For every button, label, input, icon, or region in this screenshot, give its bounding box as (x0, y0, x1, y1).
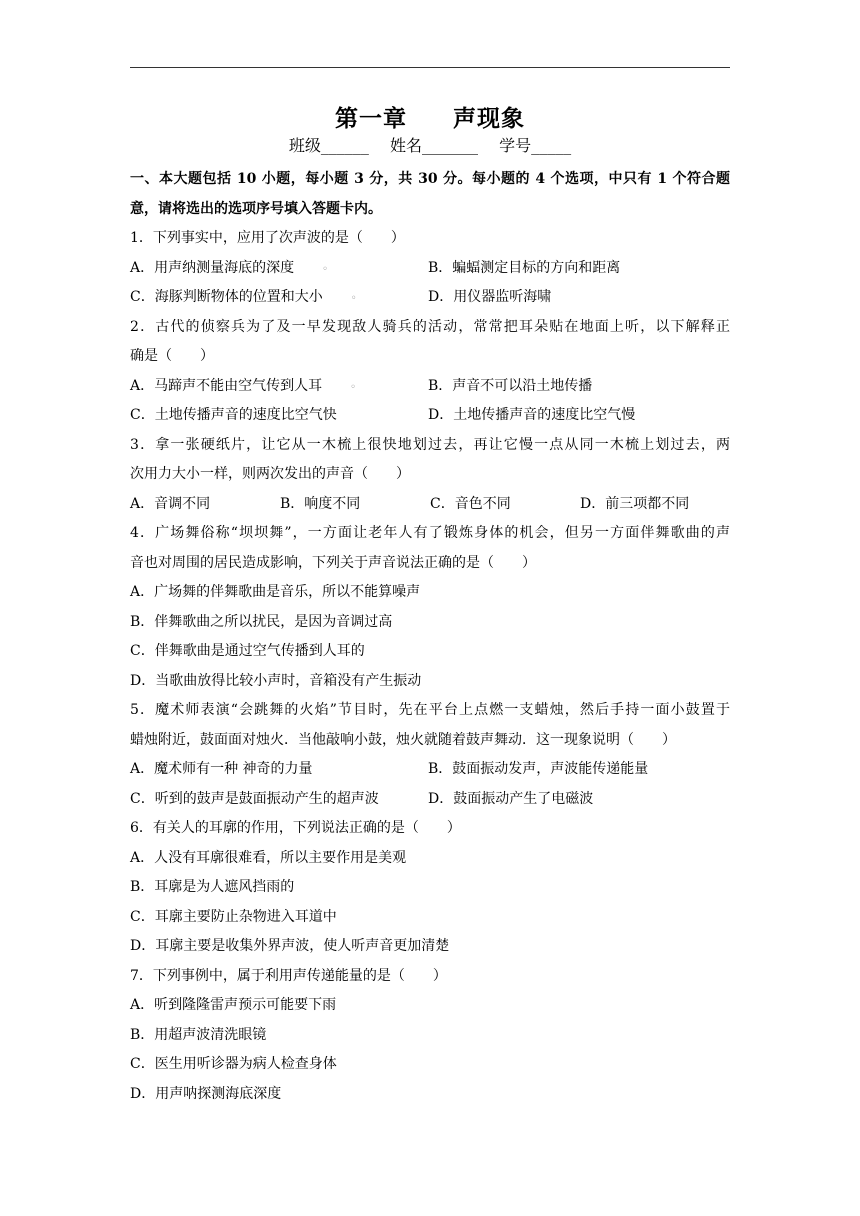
question-1-option-d: D．用仪器监听海啸 (428, 289, 552, 305)
section-instruction-line-1: 一、本大题包括 10 小题，每小题 3 分，共 30 分。每小题的 4 个选项，中只有 1 个符合题 (130, 171, 730, 187)
question-content (130, 165, 730, 1109)
question-1-option-a: A．用声纳测量海底的深度 (130, 259, 295, 276)
question-1-options-row-2 (130, 283, 730, 313)
chapter-name: 声现象 (453, 105, 525, 132)
question-7-option-b: B．用超声波清洗眼镜 (130, 1026, 267, 1043)
question-4-stem-line-1: 4．广场舞俗称“坝坝舞”，一方面让老年人有了锻炼身体的机会，但另一方面伴舞歌曲的声 (130, 525, 730, 541)
question-6-option-b: B．耳廓是为人遮风挡雨的 (130, 879, 295, 895)
question-5-options-row-2 (130, 785, 730, 815)
question-3-option-c: C．音色不同 (430, 495, 511, 512)
header-rule (130, 67, 730, 68)
question-3-options-row (130, 490, 730, 520)
question-2-stem-line-1: 2．古代的侦察兵为了及一早发现敌人骑兵的活动，常常把耳朵贴在地面上听，以下解释正 (130, 318, 730, 335)
question-5-stem-line-1: 5．魔术师表演“会跳舞的火焰”节目时，先在平台上点燃一支蜡烛，然后手持一面小鼓置于 (130, 702, 730, 718)
dot-mark: ◦ (322, 263, 329, 275)
question-7-option-d: D．用声呐探测海底深度 (130, 1085, 282, 1102)
question-5-option-b: B．鼓面振动发声，声波能传递能量 (428, 761, 649, 777)
question-3-option-b: B．响度不同 (280, 495, 361, 512)
question-5-stem-line-2: 蜡烛附近，鼓面面对烛火．当他敲响小鼓，烛火就随着鼓声舞动．这一现象说明（ ） (130, 731, 676, 748)
question-1-option-b: B．蝙蝠测定目标的方向和距离 (428, 259, 621, 276)
question-3-option-a: A．音调不同 (130, 495, 211, 512)
question-3-option-d: D．前三项都不同 (580, 495, 690, 512)
question-6-option-c: C．耳廓主要防止杂物进入耳道中 (130, 908, 337, 925)
question-6-option-a: A．人没有耳廓很难看，所以主要作用是美观 (130, 849, 407, 866)
question-5-options-row-1 (130, 755, 730, 785)
question-7-option-c: C．医生用听诊器为病人检查身体 (130, 1056, 337, 1072)
question-5-option-a: A．魔术师有一种 神奇的力量 (130, 761, 313, 777)
question-6-option-d: D．耳廓主要是收集外界声波，使人听声音更加清楚 (130, 938, 450, 954)
question-4-stem-line-2: 音也对周围的居民造成影响，下列关于声音说法正确的是（ ） (130, 554, 536, 571)
question-7-option-a: A．听到隆隆雷声预示可能要下雨 (130, 997, 337, 1013)
question-2-options-row-1 (130, 372, 730, 402)
question-5-option-d: D．鼓面振动产生了电磁波 (428, 790, 594, 807)
name-field: 姓名_______ (389, 136, 478, 155)
question-1-options-row-1 (130, 254, 730, 284)
page-title (0, 104, 860, 134)
question-2-options-row-2 (130, 401, 730, 431)
section-instruction-line-2: 意，请将选出的选项序号填入答题卡内。 (130, 200, 382, 217)
student-info (0, 134, 860, 158)
dot-mark: ◦ (350, 381, 357, 393)
question-4-option-b: B．伴舞歌曲之所以扰民，是因为音调过高 (130, 613, 393, 630)
question-2-option-c: C．土地传播声音的速度比空气快 (130, 407, 337, 423)
question-4-option-c: C．伴舞歌曲是通过空气传播到人耳的 (130, 643, 365, 659)
question-2-option-b: B．声音不可以沿土地传播 (428, 377, 593, 394)
question-2-option-a: A．马蹄声不能由空气传到人耳 (130, 377, 323, 394)
question-1-option-c: C．海豚判断物体的位置和大小 (130, 289, 323, 305)
student-id-field: 学号_____ (499, 136, 572, 155)
question-5-option-c: C．听到的鼓声是鼓面振动产生的超声波 (130, 790, 379, 807)
question-4-option-d: D．当歌曲放得比较小声时，音箱没有产生振动 (130, 672, 422, 689)
question-6-stem: 6．有关人的耳廓的作用，下列说法正确的是（ ） (130, 820, 461, 836)
question-1-stem: 1．下列事实中，应用了次声波的是（ ） (130, 230, 405, 246)
question-3-stem-line-1: 3．拿一张硬纸片，让它从一木梳上很快地划过去，再让它慢一点从同一木梳上划过去，两 (130, 436, 730, 453)
class-field: 班级______ (288, 136, 369, 155)
dot-mark: ◦ (350, 293, 357, 304)
chapter-number: 第一章 (335, 105, 407, 132)
question-2-stem-line-2: 确是（ ） (130, 348, 214, 364)
question-7-stem: 7．下列事例中，属于利用声传递能量的是（ ） (130, 967, 447, 984)
question-3-stem-line-2: 次用力大小一样，则两次发出的声音（ ） (130, 466, 410, 482)
question-4-option-a: A．广场舞的伴舞歌曲是音乐，所以不能算噪声 (130, 584, 421, 600)
question-2-option-d: D．土地传播声音的速度比空气慢 (428, 407, 636, 423)
